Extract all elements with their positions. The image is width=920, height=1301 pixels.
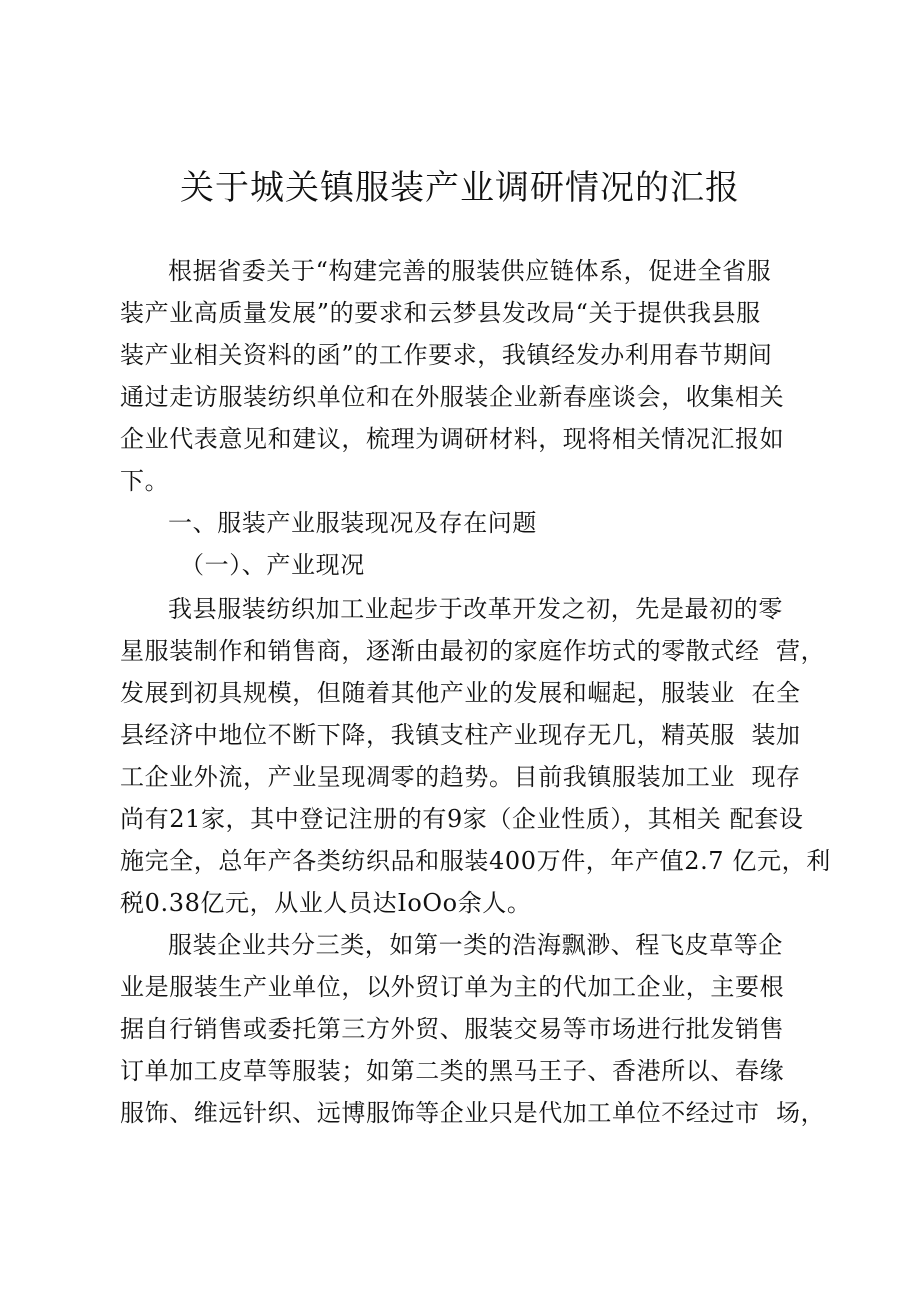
paragraph-line: 星服装制作和销售商，逐渐由最初的家庭作坊式的零散式经 营， [120, 637, 826, 665]
paragraph-line: 工企业外流，产业呈现凋零的趋势。目前我镇服装加工业 现存 [120, 763, 801, 791]
document-title: 关于城关镇服装产业调研情况的汇报 [180, 168, 740, 208]
paragraph-line: 装产业相关资料的函”的工作要求，我镇经发办利用春节期间 [120, 341, 773, 369]
paragraph-line: 业是服装生产业单位，以外贸订单为主的代加工企业，主要根 [120, 973, 785, 1001]
paragraph-line: 订单加工皮草等服装；如第二类的黑马王子、香港所以、春缘 [120, 1057, 785, 1085]
paragraph-line: 发展到初具规模，但随着其他产业的发展和崛起，服装业 在全 [120, 679, 801, 707]
paragraph-line: 据自行销售或委托第三方外贸、服装交易等市场进行批发销售 [120, 1015, 785, 1043]
paragraph-line: 县经济中地位不断下降，我镇支柱产业现存无几，精英服 装加 [120, 721, 801, 749]
paragraph-line: 我县服装纺织加工业起步于改革开发之初，先是最初的零 [168, 595, 783, 623]
paragraph-line: 根据省委关于“构建完善的服装供应链体系，促进全省服 [168, 257, 772, 285]
paragraph-line: 施完全，总年产各类纺织品和服装400万件，年产值2.7 亿元，利 [120, 847, 831, 875]
paragraph-line: 服装企业共分三类，如第一类的浩海飘渺、程飞皮草等企 [168, 931, 783, 959]
paragraph-line: 税0.38亿元，从业人员达IoOo余人。 [120, 889, 532, 917]
subsection-heading: （一）、产业现况 [180, 551, 365, 579]
paragraph-line: 通过走访服装纺织单位和在外服装企业新春座谈会，收集相关 [120, 383, 785, 411]
paragraph-line: 尚有21家，其中登记注册的有9家（企业性质），其相关 配套设 [120, 805, 804, 833]
paragraph-line: 装产业高质量发展”的要求和云梦县发改局“关于提供我县服 [120, 299, 761, 327]
section-heading: 一、服装产业服装现况及存在问题 [168, 509, 537, 537]
paragraph-line: 企业代表意见和建议，梳理为调研材料，现将相关情况汇报如 [120, 425, 785, 453]
paragraph-line: 服饰、维远针织、远博服饰等企业只是代加工单位不经过市 场， [120, 1099, 826, 1127]
paragraph-line: 下。 [120, 467, 170, 495]
